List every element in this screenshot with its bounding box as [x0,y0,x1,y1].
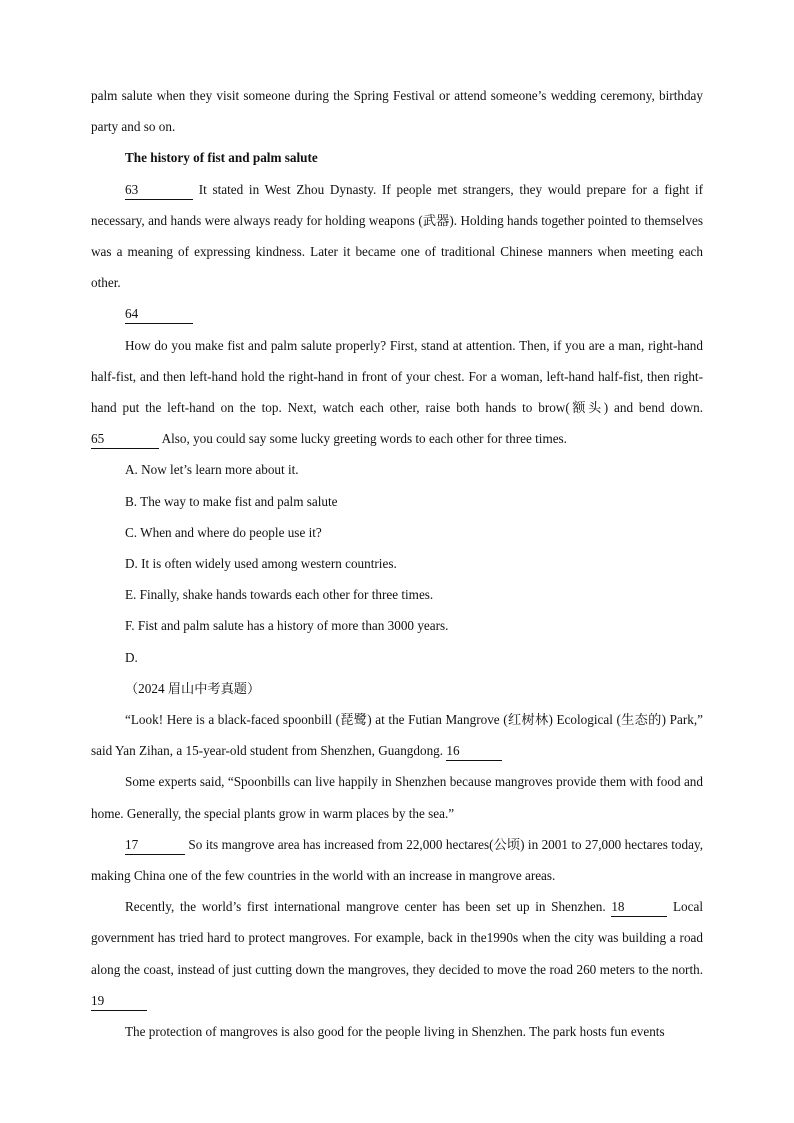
paragraph-how-to [91,330,703,455]
answer-blank-19[interactable]: 19 [91,992,147,1011]
paragraph-center [91,891,703,1016]
paragraph-blank-64 [91,298,703,329]
section-heading-history: The history of fist and palm salute [125,150,318,166]
paragraph-area [91,829,703,891]
option-f: F. Fist and palm salute has a history of more than 3000 years. [125,618,449,634]
answer-blank-65[interactable]: 65 [91,430,159,449]
answer-blank-64[interactable]: 64 [125,305,193,324]
answer-blank-17[interactable]: 17 [125,836,185,855]
paragraph-protection: The protection of mangroves is also good for the people living in Shenzhen. The park hosts fun events [125,1024,665,1040]
paragraph-history-text: It stated in West Zhou Dynasty. If people met strangers, they would prepare for a fight if necessary, and hands were always ready for holding weapons (武器). Holding hands together pointed to themselves was a meaning of expressing kindness. Later it became one of traditional Chinese manners when meeting each other. [91,181,703,291]
option-g: D. [125,649,138,665]
option-e: E. Finally, shake hands towards each other for three times. [125,587,434,603]
document-page [91,80,703,1047]
paragraph-history [91,174,703,299]
paragraph-area-text: So its mangrove area has increased from 22,000 hectares(公顷) in 2001 to 27,000 hectares today, making China one of the few countries in the world with an increase in mangrove areas. [91,836,703,884]
option-b: B. The way to make fist and palm salute [125,493,338,509]
paragraph-intro: palm salute when they visit someone during the Spring Festival or attend someone’s wedding ceremony, birthday party and so on. [91,88,703,135]
option-d: D. It is often widely used among western countries. [125,556,397,572]
paragraph-look [91,704,703,766]
paragraph-center-text: Recently, the world’s first international mangrove center has been set up in Shenzhen. [125,899,612,915]
answer-blank-18[interactable]: 18 [611,898,667,917]
paragraph-how-to-text: How do you make fist and palm salute properly? First, stand at attention. Then, if you are a man, right-hand half-fist, and then left-hand hold the right-hand in front of your chest. For a woman, left-hand half-fist, then right-hand put the left-hand on the top. Next, watch each other, raise both hands to brow(额头) and bend down. [91,337,703,416]
answer-blank-16[interactable]: 16 [446,742,502,761]
option-c: C. When and where do people use it? [125,524,322,540]
paragraph-center-text-2: Local government has tried hard to protect mangroves. For example, back in the1990s when the city was building a road along the coast, instead of just cutting down the mangroves, they decided to move the road 260 meters to the north. [91,899,703,977]
answer-blank-63[interactable]: 63 [125,181,193,200]
paragraph-look-text: “Look! Here is a black-faced spoonbill (琵鹭) at the Futian Mangrove (红树林) Ecological (生态的) Park,” said Yan Zihan, a 15-year-old student from Shenzhen, Guangdong. [91,712,703,759]
paragraph-how-to-tail: Also, you could say some lucky greeting words to each other for three times. [159,431,567,447]
source-label: （2024 眉山中考真题） [125,680,261,696]
option-a: A. Now let’s learn more about it. [125,462,299,478]
paragraph-experts: Some experts said, “Spoonbills can live happily in Shenzhen because mangroves provide them with food and home. Generally, the special plants grow in warm places by the sea.” [91,774,703,821]
